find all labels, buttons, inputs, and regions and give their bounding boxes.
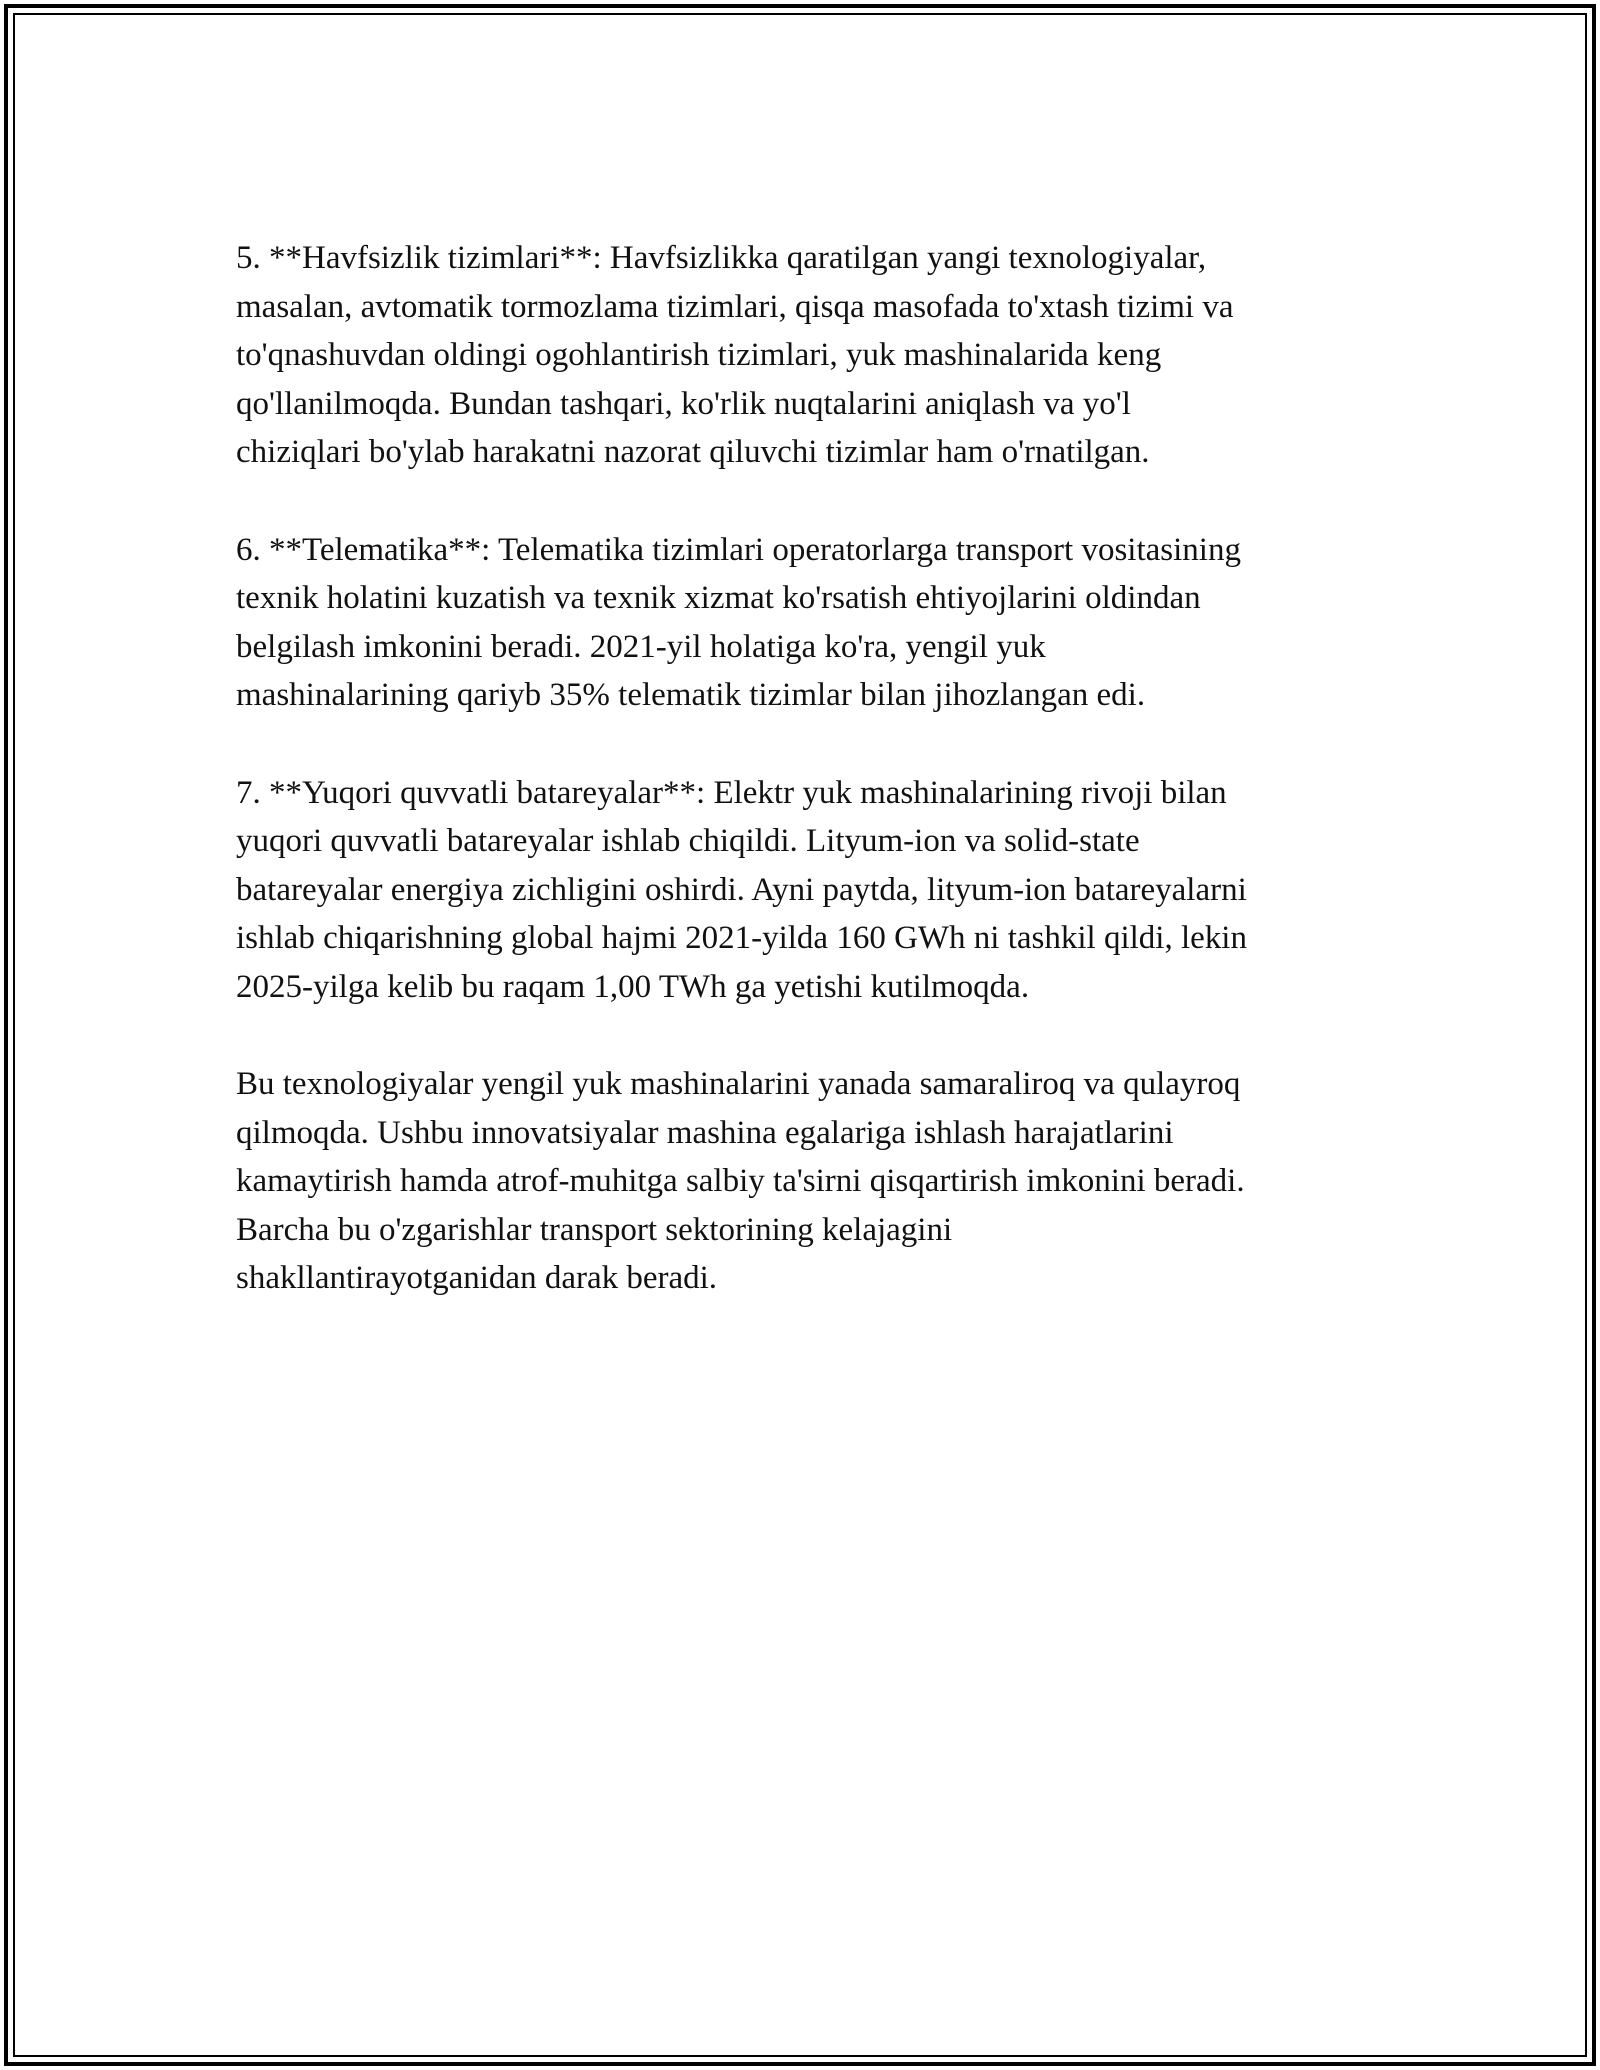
paragraph-conclusion: Bu texnologiyalar yengil yuk mashinalarini yanada samaraliroq va qulayroq qilmoqda. Ushbu innovatsiyalar mashina egalariga ishlash harajatlarini kamaytirish hamda atrof-muhitga salbiy ta'sirni qisqartirish imkonini beradi. Barcha bu o'zgarishlar transport sektorining kelajagini shakllantirayotganidan darak beradi. [236,1066,1245,1297]
paragraph-telematics: 6. **Telematika**: Telematika tizimlari operatorlarga transport vositasining texnik holatini kuzatish va texnik xizmat ko'rsatish ehtiyojlarini oldindan belgilash imkonini beradi. 2021-yil holatiga ko'ra, yengil yuk mashinalarining qariyb 35% telematik tizimlar bilan jihozlangan edi. [236,531,1241,714]
paragraph-high-capacity-batteries: 7. **Yuqori quvvatli batareyalar**: Elektr yuk mashinalarining rivoji bilan yuqori quvvatli batareyalar ishlab chiqildi. Lityum-ion va solid-state batareyalar energiya zichligini oshirdi. Ayni paytda, lityum-ion batareyalarni ishlab chiqarishning global hajmi 2021-yilda 160 GWh ni tashkil qildi, lekin 2025-yilga kelib bu raqam 1,00 TWh ga yetishi kutilmoqda. [236,774,1247,1005]
paragraph-safety-systems: 5. **Havfsizlik tizimlari**: Havfsizlikka qaratilgan yangi texnologiyalar, masalan, avtomatik tormozlama tizimlari, qisqa masofada to'xtash tizimi va to'qnashuvdan oldingi ogohlantirish tizimlari, yuk mashinalarida keng qo'llanilmoqda. Bundan tashqari, ko'rlik nuqtalarini aniqlash va yo'l chiziqlari bo'ylab harakatni nazorat qiluvchi tizimlar ham o'rnatilgan. [236,240,1234,471]
document-body [236,234,1386,1303]
